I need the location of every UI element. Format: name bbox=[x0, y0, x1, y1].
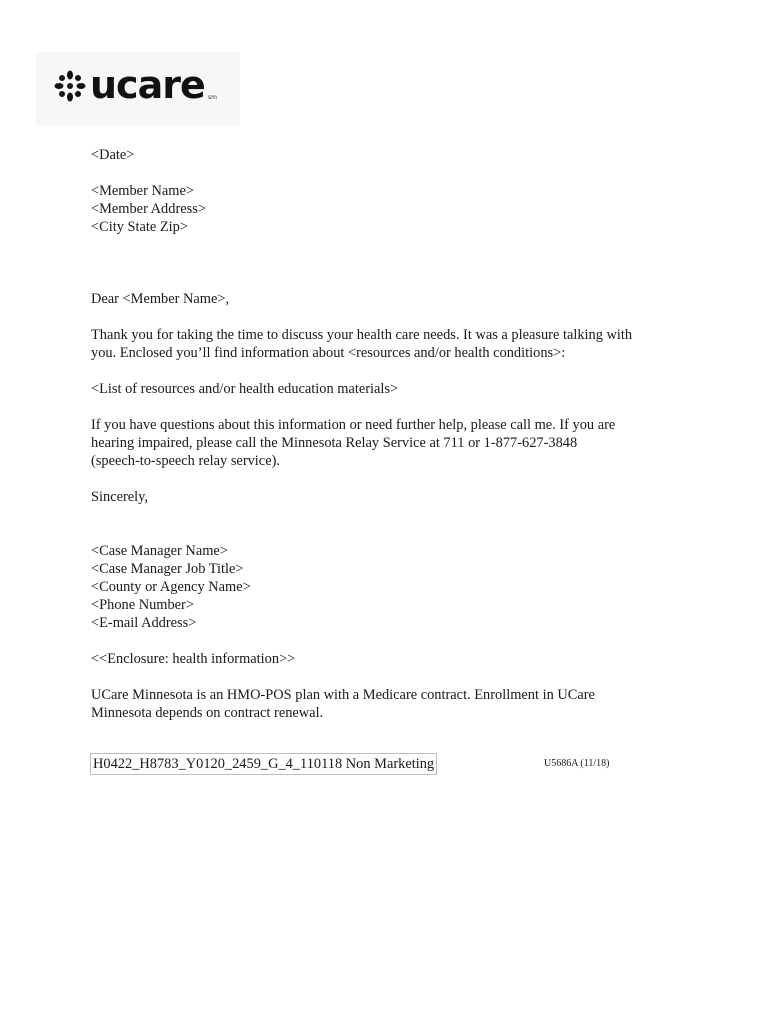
disclaimer-line-2: Minnesota depends on contract renewal. bbox=[91, 705, 324, 721]
paragraph-1-line-2: you. Enclosed you’ll find information about <resources and/or health conditions>: bbox=[91, 345, 566, 361]
disclaimer-line-1: UCare Minnesota is an HMO-POS plan with a Medicare contract. Enrollment in UCare bbox=[91, 687, 595, 703]
paragraph-1-line-1: Thank you for taking the time to discuss your health care needs. It was a pleasure talking with bbox=[91, 327, 633, 343]
marketing-code: H0422_H8783_Y0120_2459_G_4_110118 Non Marketing bbox=[90, 753, 437, 775]
salutation: Dear <Member Name>, bbox=[91, 291, 230, 307]
paragraph-2-line-1: If you have questions about this information or need further help, please call me. If you are bbox=[91, 417, 616, 433]
case-manager-name-placeholder: <Case Manager Name> bbox=[91, 543, 228, 559]
paragraph-2-line-2: hearing impaired, please call the Minnesota Relay Service at 711 or 1-877-627-3848 bbox=[91, 435, 578, 451]
phone-number-placeholder: <Phone Number> bbox=[91, 597, 194, 613]
member-name-placeholder: <Member Name> bbox=[91, 183, 194, 199]
ucare-logo bbox=[36, 52, 240, 126]
member-address-placeholder: <Member Address> bbox=[91, 201, 206, 217]
logo-wordmark: ucare bbox=[90, 63, 205, 107]
closing: Sincerely, bbox=[91, 489, 149, 505]
form-id: U5686A (11/18) bbox=[544, 758, 610, 769]
paragraph-2-line-3: (speech-to-speech relay service). bbox=[91, 453, 280, 469]
case-manager-title-placeholder: <Case Manager Job Title> bbox=[91, 561, 244, 577]
service-mark: sm bbox=[208, 94, 217, 101]
footer bbox=[90, 753, 650, 775]
city-state-zip-placeholder: <City State Zip> bbox=[91, 219, 188, 235]
email-address-placeholder: <E-mail Address> bbox=[91, 615, 197, 631]
date-placeholder: <Date> bbox=[91, 147, 135, 163]
ucare-flower-icon bbox=[54, 70, 86, 102]
resources-list-placeholder: <List of resources and/or health education materials> bbox=[91, 381, 399, 397]
letter-body bbox=[91, 146, 691, 722]
enclosure-note: <<Enclosure: health information>> bbox=[91, 651, 296, 667]
agency-name-placeholder: <County or Agency Name> bbox=[91, 579, 251, 595]
